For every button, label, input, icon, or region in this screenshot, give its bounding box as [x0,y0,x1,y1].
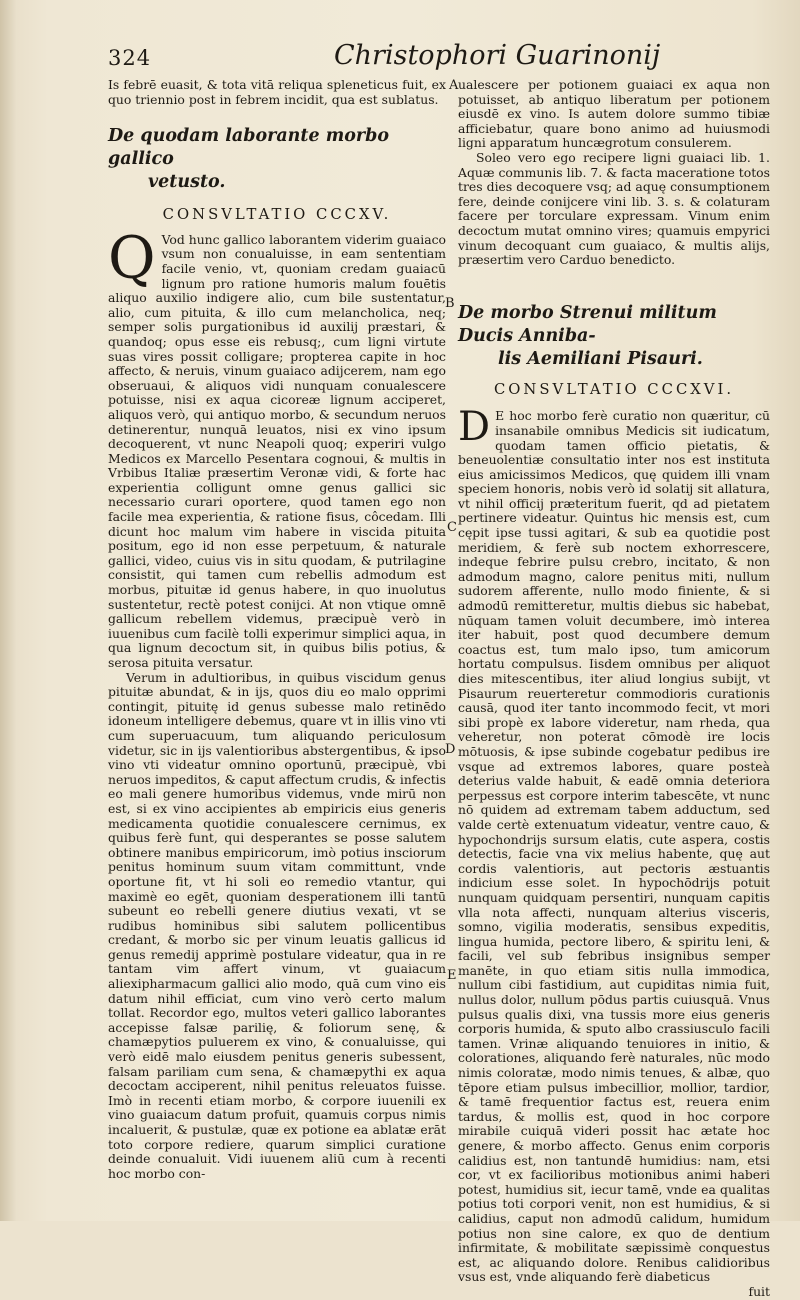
drop-cap: D [458,404,491,451]
paragraph-text: Vod hunc gallico laborantem viderim guaiaco vsum non conualuisse, in eam sententiam facile venio, vt, quoniam credam guaiacū lignum pro ratione humoris malum fouētis aliquo auxilio indigere alio, cum bile sustentatur, alio, cum pituita, & illo cum melancholica, neq; semper solis purgationibus id auxilij præstari, & quandoq; opus esse eis rebusq;, cum ligni virtute suas vires possit colligare; propterea capite in hoc affecto, & neruis, vinum guaiaco adijcerem, nam ego obseruaui, & aliquos vidi nunquam conualescere potuisse, nisi ex aqua cicoreæ lignum acciperet, aliquos verò, qui antiquo morbo, & secundum neruos detinerentur, nunquā leuatos, nisi ex vino ipsum decoquerent, vt nunc Neapoli quoq; experiri vulgo Medicos ex Marcello Pesentara cognoui, & multis in Vrbibus Italiæ præsertim Veronæ vidi, & forte hac experientia colligunt omne genus gallici sic necessario curari oportere, quod tamen ego non facile mea experientia, & ratione fisus, côcedam. Illi dicunt hoc malum vim habere in viscida pituita positum, ego id non esse perpetuum, & naturale gallici, video, cuius vis in situ quodam, & putrilagine consistit, qui tamen cum rebellis admodum est morbus, pituitæ id genus habere, in quo inuolutus sustentetur, rectè potest conijci. At non vtique omnē gallicum rebellem videmus, præcipuè verò in iuuenibus cum facilè tolli experimur simplici aqua, in qua lignum decoctum sit, in quibus bilis potius, & serosa pituita versatur. [108,231,446,670]
page-header [108,40,788,80]
opening-paragraph: Is febrē euasit, & tota vitā reliqua spleneticus fuit, ex quo triennio post in febrem incidit, qua est sublatus. [108,77,446,107]
consultatio-title: CONSVLTATIO CCCXV. [162,206,392,224]
section-heading-strenui [458,302,770,371]
heading-line: De morbo Strenui militum Ducis Anniba- [458,302,717,346]
section-heading-gallico [108,125,446,194]
paragraph: Soleo vero ego recipere ligni guaiaci lib. 1. Aquæ communis lib. 7. & facta maceratione totos tres dies decoquere vsq; ad aquę consumptionem fere, deinde conijcere vini lib. 3. s. & colaturam facere per torculare expressam. Vinum enim decoctum mutat omnino vires; quamuis empyrici vinum decoquant cum guaiaco, & multis alijs, præsertim vero Carduo benedicto. [458,149,770,268]
margin-letter-a: A [449,78,459,93]
paragraph: Verum in adultioribus, in quibus viscidum genus pituitæ abundat, & in ijs, quos diu eo malo opprimi contingit, pituitę id genus subesse malo retinēdo idoneum intelligere debemus, quare vt in illis vino vti cum superuacuum, tum aliquando periculosum videtur, sic in ijs valentioribus abstergentibus, & ipso vino vti videatur omnino oportunū, præcipuè, vbi neruos impeditos, & caput affectum crudis, & infectis eo mali genere humoribus videmus, vnde mirū non est, si ex vino accipientes ab empiricis eius generis medicamenta quotidie conualescere cernimus, ex quibus ferè funt, qui desperantes se posse salutem obtinere manibus empiricorum, imò potius insciorum penitus hominum suum vitam committunt, vnde oportune fit, vt hi soli eo remedio vtantur, qui maximè eo egēt, quoniam desperationem illi tantū subeunt eo rebelli genere diutius vexati, vt se rudibus hominibus sibi salutem pollicentibus credant, & morbo sic per vinum leuatis gallicus id genus remedij apprimè postulare videatur, qua in re tantam vim affert vinum, vt guaiacum aliexipharmacum gallici alio modo, quā cum vino eis datum nihil efficiat, cum vino verò certo malum tollat. Recordor ego, multos veteri gallico laborantes accepisse falsæ parilię, & foliorum senę, & chamæpytios puluerem ex vino, & conualuisse, qui verò eidē malo eiusdem penitus generis subessent, falsam pariliam cum sena, & chamæpythi ex aqua decoctam acciperent, nihil penitus releuatos fuisse. Imò in recenti etiam morbo, & corpore iuuenili ex vino guaiacum datum profuit, quamuis corpus nimis incaluerit, & pustulæ, quæ ex potione ea ablatæ erāt toto corpore rediere, quarum simplici curatione deinde conualuit. Vidi iuuenem aliū cum à recenti hoc morbo con- [108,669,446,1181]
consultatio-title: CONSVLTATIO CCCXVI. [493,380,735,398]
heading-line: vetusto. [148,172,226,193]
continuation-paragraph: ualescere per potionem guaiaci ex aqua non potuisset, ab antiquo liberatum per potionem eiusdē ex vino. Is autem dolore summo tibiæ afficiebatur, quare bono animo ad huiusmodi ligni apparatum huncægrotum consulerem. [458,77,770,151]
drop-cap: Q [108,223,156,292]
left-column [108,78,446,1181]
margin-letter-b: B [445,296,455,311]
heading-line: De quodam laborante morbo gallico [108,126,390,170]
paragraph [108,223,446,671]
right-column [458,78,770,1300]
page-number: 324 [108,46,152,70]
margin-letter-d: D [445,742,456,757]
margin-letter-e: E [447,968,457,983]
running-title: Christophori Guarinonij [334,40,661,71]
paragraph-text: E hoc morbo ferè curatio non quæritur, cū insanabile omnibus Medicis sit iudicatum, quodam tamen officio pietatis, & beneuolentiæ consultatio inter nos est instituta eius amicissimos Medicos, quę quidem illi vnam speciem honoris, nobis verò id solatij sit allatura, vt nihil officij præteritum fuerit, qd ad pietatem pertinere videatur. Quintus hic mensis est, cum cępit ipse tussi agitari, & sub ea quotidie post meridiem, & ferè sub noctem exhorrescere, indeque febrire pulsu crebro, incitato, & non admodum magno, calore penitus miti, nullum sudorem afferente, nullo modo finiente, & si admodū remitteretur, multis diebus sic habebat, nūquam tamen voluit decumbere, imò interea iter habuit, post quod decumbere demum coactus est, tum malo ipso, tum amicorum hortatu compulsus. Iisdem omnibus per aliquot dies mitescentibus, iter aliud longius subijt, vt Pisaurum reuerteretur commodioris curationis causā, quod iter tanto incommodo fecit, vt mori sibi propè ex labore videretur, nam rheda, qua veheretur, non poterat cōmodè ire locis mōtuosis, & ipse subinde cogebatur pedibus ire vsque ad extremos labores, quare posteà deterius valde habuit, & eadē omnia deteriora perpessus est corpore interim tabescēte, vt nunc nō quidem ad extremam tabem adductum, sed valde certè extenuatum videatur, ventre cauo, & hypochondrijs sursum elatis, cute aspera, costis detectis, facie vna vix melius habente, quę aut cordis valentioris, aut pectoris æstuantis indicium esse solet. In hypochōdrijs potuit nunquam quidquam persentiri, nunquam capitis vlla nota affecti, nunquam alterius visceris, somno, vigilia moderatis, sensibus expeditis, lingua humida, pectore libero, & spiritu leni, & facili, vel sub febribus insignibus semper manēte, in quo etiam sitis nulla immodica, nullum cibi fastidium, aut cupiditas nimia fuit, nullus dolor, nullum pōdus partis cuiusquā. Vnus pulsus qualis dixi, vna tussis more eius generis corporis humida, & sputo albo crassiusculo facili tamen. Vrinæ aliquando tenuiores in initio, & colorationes, aliquando ferè naturales, nūc modo nimis coloratæ, modo nimis tenues, & albæ, quo tēpore etiam pulsus imbecillior, mollior, tardior, & tamē frequentior factus est, reuera enim tardus, & mollis est, quod in hoc corpore mirabile cuiquā videri possit hac ætate hoc genere, & morbo affecto. Genus enim corporis calidius est, non tantundē humidius: nam, etsi cor, vt ex facilioribus motionibus animi haberi potest, humidius sit, iecur tamē, vnde ea qualitas potius toti corpori venit, non est humidius, & si calidius, caput non admodū calidum, humidum potius non sine calore, ex quo de dentium infirmitate, & mobilitate sæpissimè conquestus est, ac aliquando dolore. Renibus calidioribus vsus est, vnde aliquando ferè diabeticus [458,408,770,1285]
page-gutter [0,0,16,1221]
paragraph [458,404,770,1285]
margin-letter-c: C [447,520,457,535]
catchword-row [458,1285,770,1300]
catchword: fuit [748,1283,770,1299]
heading-line: lis Aemiliani Pisauri. [498,348,703,369]
